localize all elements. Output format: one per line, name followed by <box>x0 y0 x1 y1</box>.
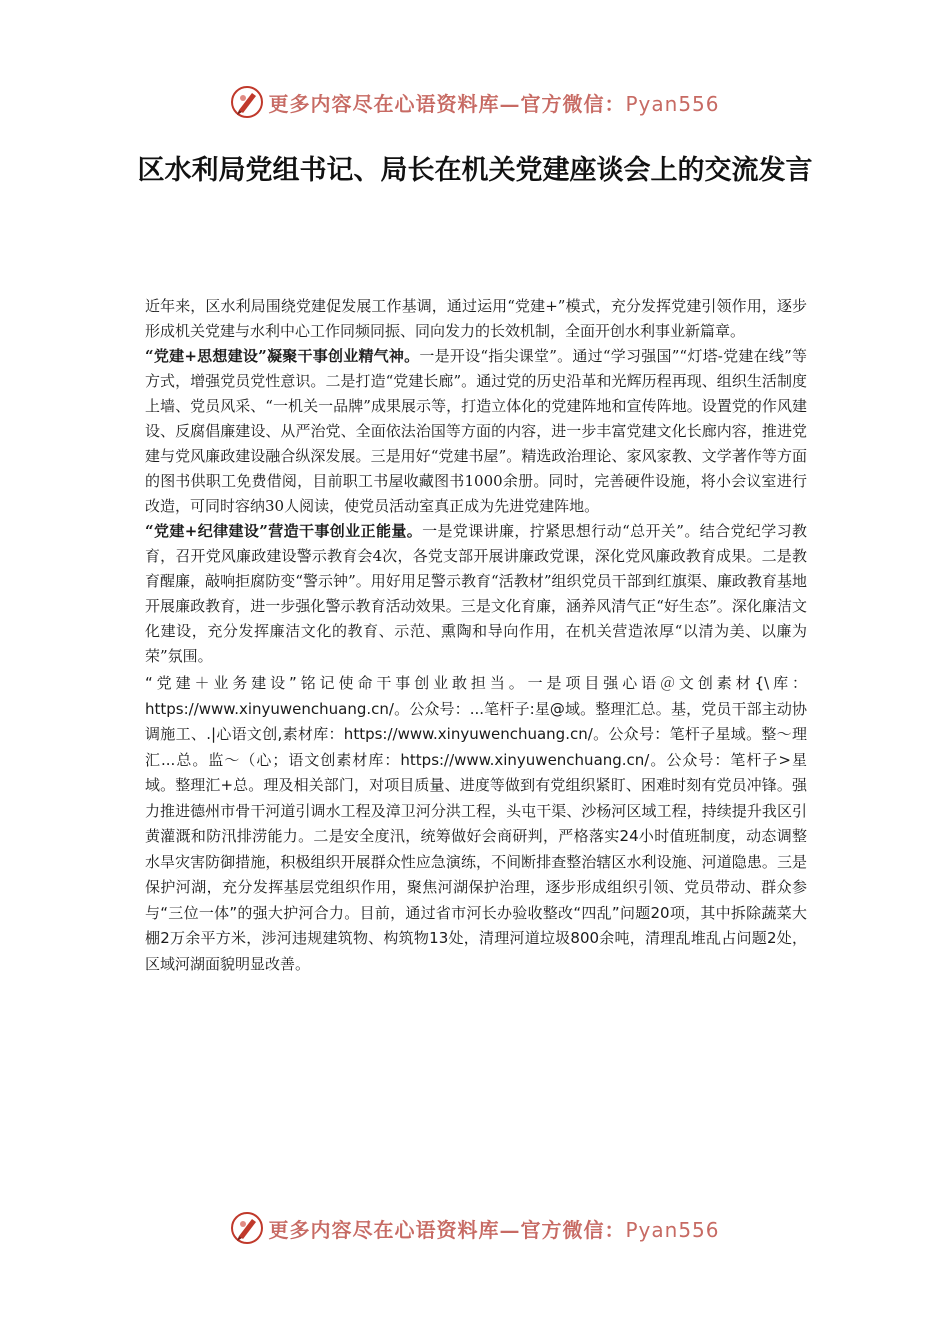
document-title: 区水利局党组书记、局长在机关党建座谈会上的交流发言 <box>137 155 813 186</box>
banner-text: 更多内容尽在心语资料库—官方微信： <box>268 91 626 116</box>
document-body <box>145 294 807 977</box>
section-1-paragraph <box>145 344 807 519</box>
section-1-heading: “党建+思想建设”凝聚干事创业精气神。 <box>145 347 420 365</box>
banner-text: 更多内容尽在心语资料库—官方微信： <box>268 1217 626 1242</box>
section-3-paragraph: “党建＋业务建设”铭记使命干事创业敢担当。一是项目强心语＠文创素材{\库：https://www.xinyuwenchuang.cn/。公众号：...笔杆子:星@域。整理汇总。基，党员干部主动协调施工、.|心语文创,素材库：https://www.xinyuwenchuang.cn/。公众号：笔杆子星域。整～理汇...总。监～（心；语文创素材库：https://www.xinyuwenchuang.cn/。公众号：笔杆子>星域。整理汇+总。理及相关部门，对项目质量、进度等做到有党组织紧盯、困难时刻有党员冲锋。强力推进德州市骨干河道引调水工程及漳卫河分洪工程，头屯干渠、沙杨河区域工程，持续提升我区引黄灌溉和防汛排涝能力。二是安全度汛，统筹做好会商研判，严格落实24小时值班制度，动态调整水旱灾害防御措施，积极组织开展群众性应急演练，不间断排查整治辖区水利设施、河道隐患。三是保护河湖，充分发挥基层党组织作用，聚焦河湖保护治理，逐步形成组织引领、党员带动、群众参与“三位一体”的强大护河合力。目前，通过省市河长办验收整改“四乱”问题20项，其中拆除蔬菜大棚2万余平方米，涉河违规建筑物、构筑物13处，清理河道垃圾800余吨，清理乱堆乱占问题2处，区域河湖面貌明显改善。 <box>145 674 807 973</box>
pen-logo-icon <box>230 85 264 119</box>
intro-paragraph: 近年来，区水利局围绕党建促发展工作基调，通过运用“党建+”模式，充分发挥党建引领作用，逐步形成机关党建与水利中心工作同频同振、同向发力的长效机制，全面开创水利事业新篇章。 <box>145 297 807 340</box>
section-2-paragraph <box>145 519 807 669</box>
section-1-body: 一是开设“指尖课堂”。通过“学习强国”“灯塔-党建在线”等方式，增强党员党性意识。二是打造“党建长廊”。通过党的历史沿革和光辉历程再现、组织生活制度上墙、党员风采、“一机关一品牌”成果展示等，打造立体化的党建阵地和宣传阵地。设置党的作风建设、反腐倡廉建设、从严治党、全面依法治国等方面的内容，进一步丰富党建文化长廊内容，推进党建与党风廉政建设融合纵深发展。三是用好“党建书屋”。精选政治理论、家风家教、文学著作等方面的图书供职工免费借阅，目前职工书屋收藏图书1000余册。同时，完善硬件设施，将小会议室进行改造，可同时容纳30人阅读，使党员活动室真正成为先进党建阵地。 <box>145 347 807 515</box>
section-2-heading: “党建+纪律建设”营造干事创业正能量。 <box>145 522 423 540</box>
banner-wechat-id: Pyan556 <box>625 91 720 116</box>
header-watermark-banner <box>0 82 950 122</box>
pen-logo-icon <box>230 1211 264 1245</box>
footer-watermark-banner <box>0 1208 950 1248</box>
section-2-body: 一是党课讲廉，拧紧思想行动“总开关”。结合党纪学习教育，召开党风廉政建设警示教育会4次，各党支部开展讲廉政党课，深化党风廉政教育成果。二是教育醒廉，敲响拒腐防变“警示钟”。用好用足警示教育“活教材”组织党员干部到红旗渠、廉政教育基地开展廉政教育，进一步强化警示教育活动效果。三是文化育廉，涵养风清气正“好生态”。深化廉洁文化建设，充分发挥廉洁文化的教育、示范、熏陶和导向作用，在机关营造浓厚“以清为美、以廉为荣”氛围。 <box>145 522 807 665</box>
banner-wechat-id: Pyan556 <box>625 1217 720 1242</box>
